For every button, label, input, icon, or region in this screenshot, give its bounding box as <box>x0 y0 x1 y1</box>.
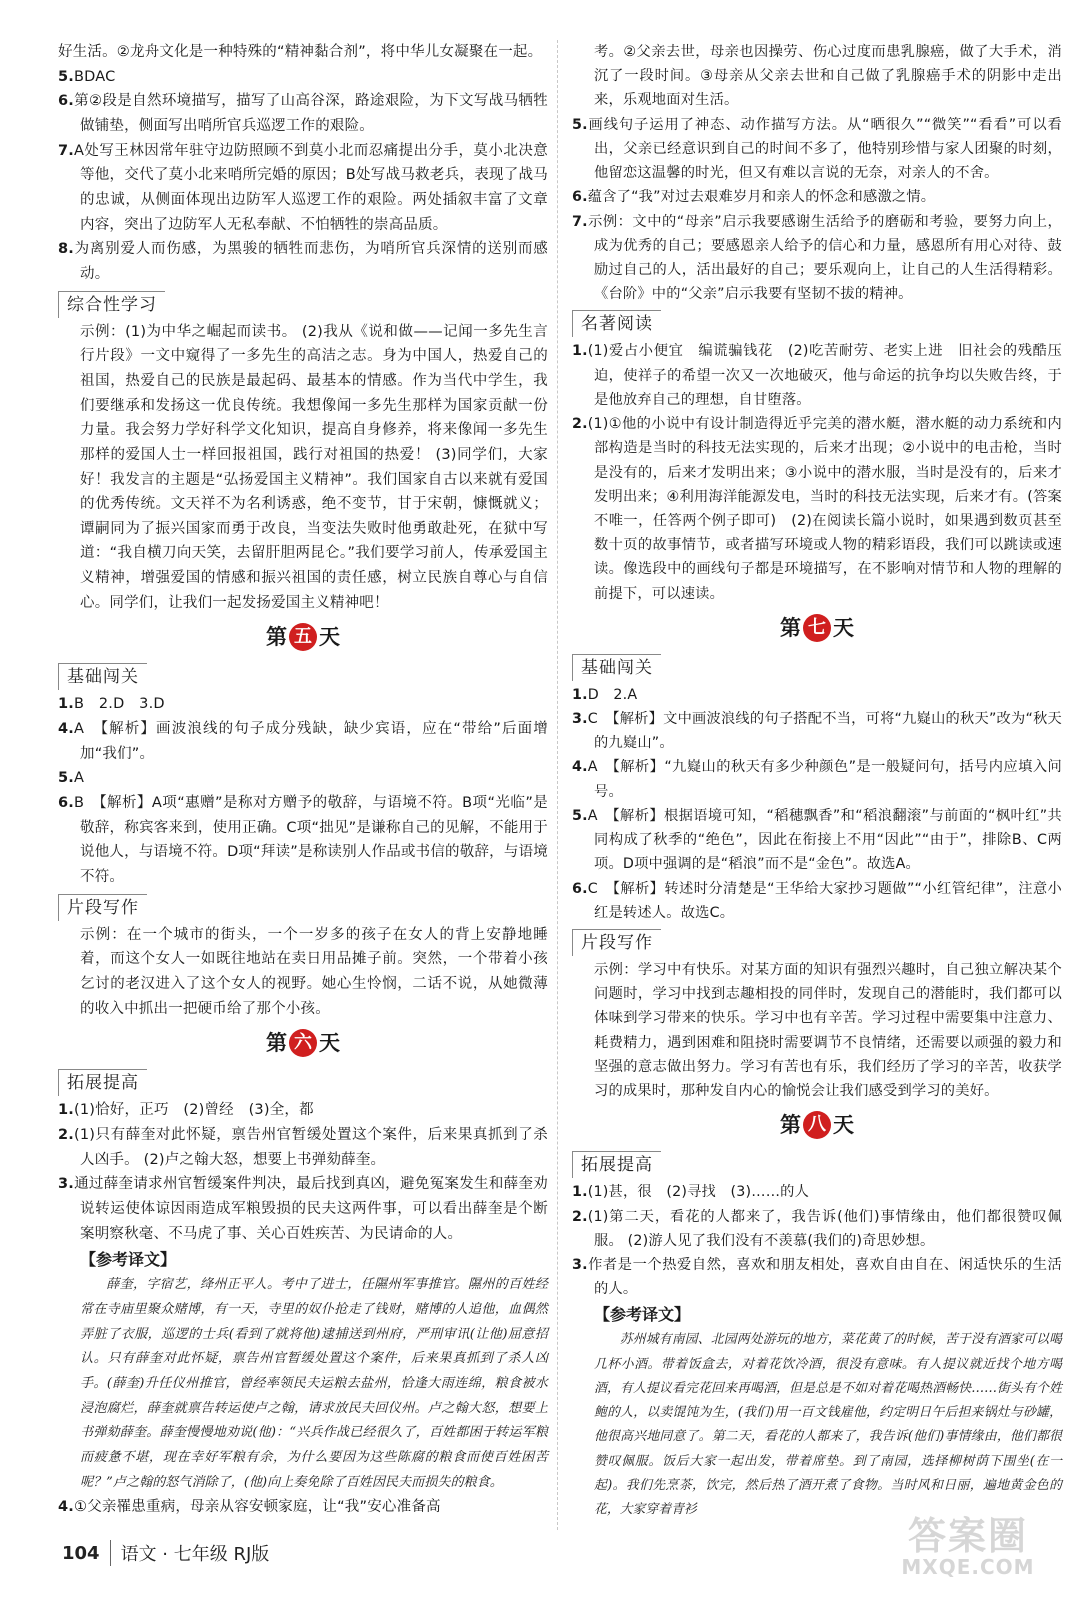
watermark-sub-text: MXQE.COM <box>901 1555 1035 1579</box>
answer-text: (1)第二天，看花的人都来了，我告诉(他们)事情缘由，他们都很赞叹佩服。 (2)游人见了我们没有不羡慕(我们的)奇思妙想。 <box>587 1208 1062 1249</box>
answer-item <box>572 1180 1062 1204</box>
answer-number: 1. <box>58 696 74 713</box>
reference-translation-6: 薛奎，字宿艺，绛州正平人。考中了进士，任隰州军事推官。隰州的百姓经常在寺庙里聚众赌博，有一天，寺里的奴仆抢走了钱财，赌博的人追他，血偶然弄脏了衣服，巡逻的士兵(看到了就将他)逮捕送到州府，严刑审讯(让他)屈意招认。只有薛奎对此怀疑，禀告州官暂缓处置这个案件，后来果真抓到了杀人凶手。(薛奎)升任仪州推官，曾经率领民夫运粮去盐州，恰逢大雨连绵，粮食被水浸泡腐烂，薛奎就禀告转运使卢之翰，请求放民夫回仪州。卢之翰大怒，想要上书弹劾薛奎。薛奎慢慢地劝说(他)：“兴兵作战已经很久了，百姓都困于转运军粮而疲惫不堪，现在幸好军粮有余，为什么要因为这些陈腐的粮食而使百姓困苦呢？”卢之翰的怒气消除了，(他)向上奏免除了百姓因民夫而损失的粮食。 <box>80 1277 548 1490</box>
answer-item <box>58 1098 548 1123</box>
answer-item <box>58 692 548 717</box>
answer-number: 4. <box>572 759 588 776</box>
answer-number: 3. <box>572 711 588 728</box>
answer-number: 2. <box>572 1208 588 1225</box>
day5-items <box>58 692 548 889</box>
answer-number: 1. <box>572 686 588 703</box>
answer-text: 作者是一个热爱自然，喜欢和朋友相处，喜欢自由自在、闲适快乐的生活的人。 <box>587 1256 1062 1298</box>
day-number-badge: 五 <box>289 623 317 651</box>
day-number-badge: 八 <box>803 1111 831 1139</box>
section-label-pianduan-5: 片段写作 <box>58 894 147 921</box>
reference-translation-8: 苏州城有南园、北园两处游玩的地方，菜花黄了的时候，苦于没有酒家可以喝几杯小酒。带着饭盒去，对着花饮冷酒，很没有意味。有人提议就近找个地方喝酒，有人提议看完花回来再喝酒，但是总是不如对着花喝热酒畅快……街头有个姓鲍的人，以卖馄饨为生，(我们)用一百文钱雇他，约定明日午后担来锅灶与砂罐，他很高兴地同意了。第二天，看花的人都来了，我告诉(他们)事情缘由，他们都很赞叹佩服。饭后大家一起出发，带着席垫。到了南园，选择柳树荫下围坐(在一起)。我们先烹茶，饮完，然后热了酒开煮了食物。当时风和日丽，遍地黄金色的花，大家穿着青衫 <box>594 1332 1062 1517</box>
answer-text: A 【解析】根据语境可知，“稻穗飘香”和“稻浪翻滚”与前面的“枫叶红”共同构成了秋季的“绝色”，因此在衔接上不用“因此”“由于”，排除B、C两项。D项中强调的是“稻浪”而不是“金色”。故选A。 <box>587 807 1062 873</box>
site-watermark-logo <box>873 1512 1063 1582</box>
answer-item <box>572 412 1062 606</box>
answer-item <box>58 717 548 766</box>
answer-item <box>58 791 548 890</box>
left-items-a <box>58 65 548 287</box>
answer-text: ①父亲罹患重病，母亲从容安顿家庭，让“我”安心准备高 <box>74 1499 441 1516</box>
answer-text: D 2.A <box>587 686 638 703</box>
section-label-zonghe: 综合性学习 <box>58 291 165 318</box>
answer-number: 4. <box>58 721 74 738</box>
answer-number: 5. <box>58 770 74 787</box>
answer-item <box>572 1253 1062 1301</box>
answer-number: 8. <box>58 241 74 258</box>
answer-number: 1. <box>572 1184 588 1201</box>
answer-item <box>58 89 548 138</box>
answer-item <box>58 766 548 791</box>
zonghe-answer: 示例：(1)为中华之崛起而读书。 (2)我从《说和做——记闻一多先生言行片段》一文中窥得了一多先生的高洁之志。身为中国人，热爱自己的祖国，热爱自己的民族是最起码、最基本的情感。作为当代中学生，我们要继承和发扬这一优良传统。我想像闻一多先生那样为国家贡献一份力量。我会努力学好科学文化知识，提高自身修养，将来像闻一多先生那样的爱国人士一样回报祖国，践行对祖国的热爱！ (3)同学们，大家好！我发言的主题是“弘扬爱国主义精神”。我们国家自古以来就有爱国的优秀传统。文天祥不为名利诱惑，绝不变节，甘于宋朝，慷慨就义；谭嗣同为了振兴国家而勇于改良，当变法失败时他勇敢赴死，在狱中写道：“我自横刀向天笑，去留肝胆两昆仑。”我们要学习前人，传承爱国主义精神，增强爱国的情感和振兴祖国的责任感，树立民族自尊心与自信心。同学们，让我们一起发扬爱国主义精神吧！ <box>80 323 548 611</box>
answer-number: 5. <box>58 68 74 85</box>
section-label-tuozhan-8: 拓展提高 <box>572 1151 661 1178</box>
section-label-jichu-5: 基础闯关 <box>58 663 147 690</box>
answer-text: A <box>74 770 85 787</box>
answer-item <box>58 65 548 90</box>
section-label-tuozhan-6: 拓展提高 <box>58 1069 147 1096</box>
answer-item <box>572 707 1062 755</box>
answer-item <box>58 1495 548 1520</box>
mingzhu-items <box>572 339 1062 605</box>
answer-item <box>572 683 1062 707</box>
left-column <box>58 40 548 1520</box>
answer-text: B 【解析】A项“惠赠”是称对方赠予的敬辞，与语境不符。B项“光临”是敬辞，称宾客来到，使用正确。C项“拙见”是谦称自己的见解，不能用于说他人，与语境不符。D项“拜读”是称读别人作品或书信的敬辞，与语境不符。 <box>74 795 549 886</box>
answer-item <box>572 113 1062 186</box>
section-label-jichu-7: 基础闯关 <box>572 654 661 681</box>
answer-text: C 【解析】文中画波浪线的句子搭配不当，可将“九嶷山的秋天”改为“秋天的九嶷山”。 <box>587 711 1062 752</box>
section-label-mingzhu: 名著阅读 <box>572 310 661 337</box>
answer-number: 2. <box>58 1126 74 1143</box>
answer-item <box>572 185 1062 209</box>
right-intro: 考。②父亲去世，母亲也因操劳、伤心过度而患乳腺癌，做了大手术，消沉了一段时间。③母亲从父亲去世和自己做了乳腺癌手术的阴影中走出来，乐观地面对生活。 <box>594 44 1062 109</box>
day-8-heading: 第 八 天 <box>780 1113 854 1138</box>
day8-items <box>572 1180 1062 1301</box>
answer-text: 画线句子运用了神态、动作描写方法。从“晒很久”“微笑”“看看”可以看出，父亲已经意识到自己的时间不多了，他特别珍惜与家人团聚的时刻，他留恋这温馨的时光，但又有难以言说的无奈，对亲人的不舍。 <box>587 116 1062 182</box>
answer-text: 为离别爱人而伤感，为黑骏的牺牲而悲伤，为哨所官兵深情的送别而感动。 <box>74 241 548 282</box>
column-divider <box>557 40 558 1530</box>
answer-number: 7. <box>58 142 74 159</box>
answer-item <box>58 237 548 286</box>
answer-text: 示例：文中的“母亲”启示我要感谢生活给予的磨砺和考验，要努力向上，成为优秀的自己；要感恩亲人给予的信心和力量，感恩所有用心对待、鼓励过自己的人，活出最好的自己；要乐观向上，让自己的人生活得精彩。《台阶》中的“父亲”启示我要有坚韧不拔的精神。 <box>587 213 1062 303</box>
pianduan7-answer: 示例：学习中有快乐。对某方面的知识有强烈兴趣时，自己独立解决某个问题时，学习中找到志趣相投的同伴时，发现自己的潜能时，我们都可以体味到学习带来的快乐。学习中也有辛苦。学习过程中需要集中注意力、耗费精力，遇到困难和阻挠时需要调节不良情绪，还需要以顽强的毅力和坚强的意志做出努力。学习有苦也有乐，我们经历了学习的辛苦，收获学习的成果时，那种发自内心的愉悦会让我们感受到学习的美好。 <box>594 962 1062 1100</box>
pianduan5-answer: 示例：在一个城市的街头，一个一岁多的孩子在女人的背上安静地睡着，而这个女人一如既往地站在卖日用品摊子前。突然，一个带着小孩乞讨的老汉进入了这个女人的视野。她心生怜悯，二话不说，从她微薄的收入中抓出一把硬币给了那个小孩。 <box>80 926 548 1017</box>
answer-text: (1)①他的小说中有设计制造得近乎完美的潜水艇，潜水艇的动力系统和内部构造是当时的科技无法实现的，后来才出现；②小说中的电击枪，当时是没有的，后来才发明出来；③小说中的潜水服，当时是没有的，后来才发明出来；④利用海洋能源发电，当时的科技无法实现，后来才有。(答案不唯一，任答两个例子即可) (2)在阅读长篇小说时，如果遇到数页甚至数十页的故事情节，或者描写环境或人物的精彩语段，我们可以跳读或速读。像选段中的画线句子都是环境描写，在不影响对情节和人物的理解的前提下，可以速读。 <box>587 416 1062 602</box>
day-number-badge: 七 <box>803 614 831 642</box>
answer-item <box>58 139 548 238</box>
answer-number: 1. <box>58 1102 74 1119</box>
answer-text: A 【解析】“九嶷山的秋天有多少种颜色”是一般疑问句，括号内应填入问号。 <box>587 759 1062 800</box>
answer-text: A 【解析】画波浪线的句子成分残缺，缺少宾语，应在“带给”后面增加“我们”。 <box>74 721 548 762</box>
day6-items-continued <box>58 1495 548 1520</box>
day-5-heading: 第 五 天 <box>266 625 340 650</box>
left-intro: 好生活。②龙舟文化是一种特殊的“精神黏合剂”，将中华儿女凝聚在一起。 <box>58 44 543 60</box>
answer-text: (1)爱占小便宜 编谎骗钱花 (2)吃苦耐劳、老实上进 旧社会的残酷压迫，使祥子的希望一次又一次地破灭，他与命运的抗争均以失败告终，于是他放弃自己的理想，自甘堕落。 <box>587 343 1062 408</box>
right-items-a <box>572 113 1062 307</box>
reference-translation-title: 【参考译文】 <box>80 1250 177 1270</box>
day-6-heading: 第 六 天 <box>266 1031 340 1056</box>
answer-number: 6. <box>58 795 74 812</box>
page-number: 104 <box>62 1542 100 1564</box>
answer-number: 1. <box>572 343 588 360</box>
answer-text: (1)甚，很 (2)寻找 (3)……的人 <box>587 1184 810 1201</box>
day-number-badge: 六 <box>289 1029 317 1057</box>
answer-text: C 【解析】转述时分清楚是“王华给大家抄习题做”“小红管纪律”，注意小红是转述人。故选C。 <box>587 880 1062 921</box>
right-column <box>572 40 1062 1522</box>
day7-items <box>572 683 1062 925</box>
answer-item <box>572 1205 1062 1253</box>
answer-text: 蕴含了“我”对过去艰难岁月和亲人的怀念和感激之情。 <box>587 189 936 206</box>
book-subject-label: 语文 · 七年级 RJ版 <box>120 1544 270 1565</box>
day6-items <box>58 1098 548 1246</box>
section-label-pianduan-7: 片段写作 <box>572 929 661 956</box>
answer-number: 6. <box>572 880 588 897</box>
page-footer <box>62 1540 269 1566</box>
answer-text: 通过薛奎请求州官暂缓案件判决，最后找到真凶，避免冤案发生和薛奎劝说转运使体谅因雨造成军粮毁损的民夫这两件事，可以看出薛奎是个断案明察秋毫、不马虎了事、关心百姓疾苦、为民请命的人。 <box>74 1176 548 1242</box>
answer-number: 2. <box>572 416 588 433</box>
watermark-main-text: 答案圈 <box>907 1514 1028 1558</box>
answer-item <box>572 877 1062 925</box>
answer-number: 3. <box>58 1176 74 1193</box>
answer-number: 5. <box>572 807 588 824</box>
reference-translation-title: 【参考译文】 <box>594 1305 691 1325</box>
answer-number: 4. <box>58 1499 74 1516</box>
answer-number: 6. <box>572 189 588 206</box>
answer-number: 7. <box>572 213 588 230</box>
day-7-heading: 第 七 天 <box>780 615 854 640</box>
answer-text: A处写王林因常年驻守边防照顾不到莫小北而忍痛提出分手，莫小北决意等他，交代了莫小北来哨所完婚的原因；B处写战马救老兵，表现了战马的忠诚，从侧面体现出边防军人巡逻工作的艰险。两处插叙丰富了文章内容，突出了边防军人无私奉献、不怕牺牲的崇高品质。 <box>74 142 548 233</box>
answer-item <box>572 755 1062 803</box>
answer-item <box>58 1172 548 1246</box>
answer-text: 第②段是自然环境描写，描写了山高谷深，路途艰险，为下文写战马牺牲做铺垫，侧面写出哨所官兵巡逻工作的艰险。 <box>74 93 548 134</box>
answer-text: (1)恰好，正巧 (2)曾经 (3)全，都 <box>74 1102 314 1119</box>
answer-text: BDAC <box>74 68 116 85</box>
answer-item <box>58 1123 548 1172</box>
answer-item <box>572 804 1062 877</box>
answer-number: 6. <box>58 93 74 110</box>
answer-item <box>572 339 1062 412</box>
answer-number: 3. <box>572 1256 588 1273</box>
footer-separator <box>110 1540 111 1566</box>
answer-text: B 2.D 3.D <box>74 696 165 713</box>
answer-item <box>572 210 1062 307</box>
answer-text: (1)只有薛奎对此怀疑，禀告州官暂缓处置这个案件，后来果真抓到了杀人凶手。 (2)卢之翰大怒，想要上书弹劾薛奎。 <box>74 1126 548 1168</box>
answer-number: 5. <box>572 116 588 133</box>
